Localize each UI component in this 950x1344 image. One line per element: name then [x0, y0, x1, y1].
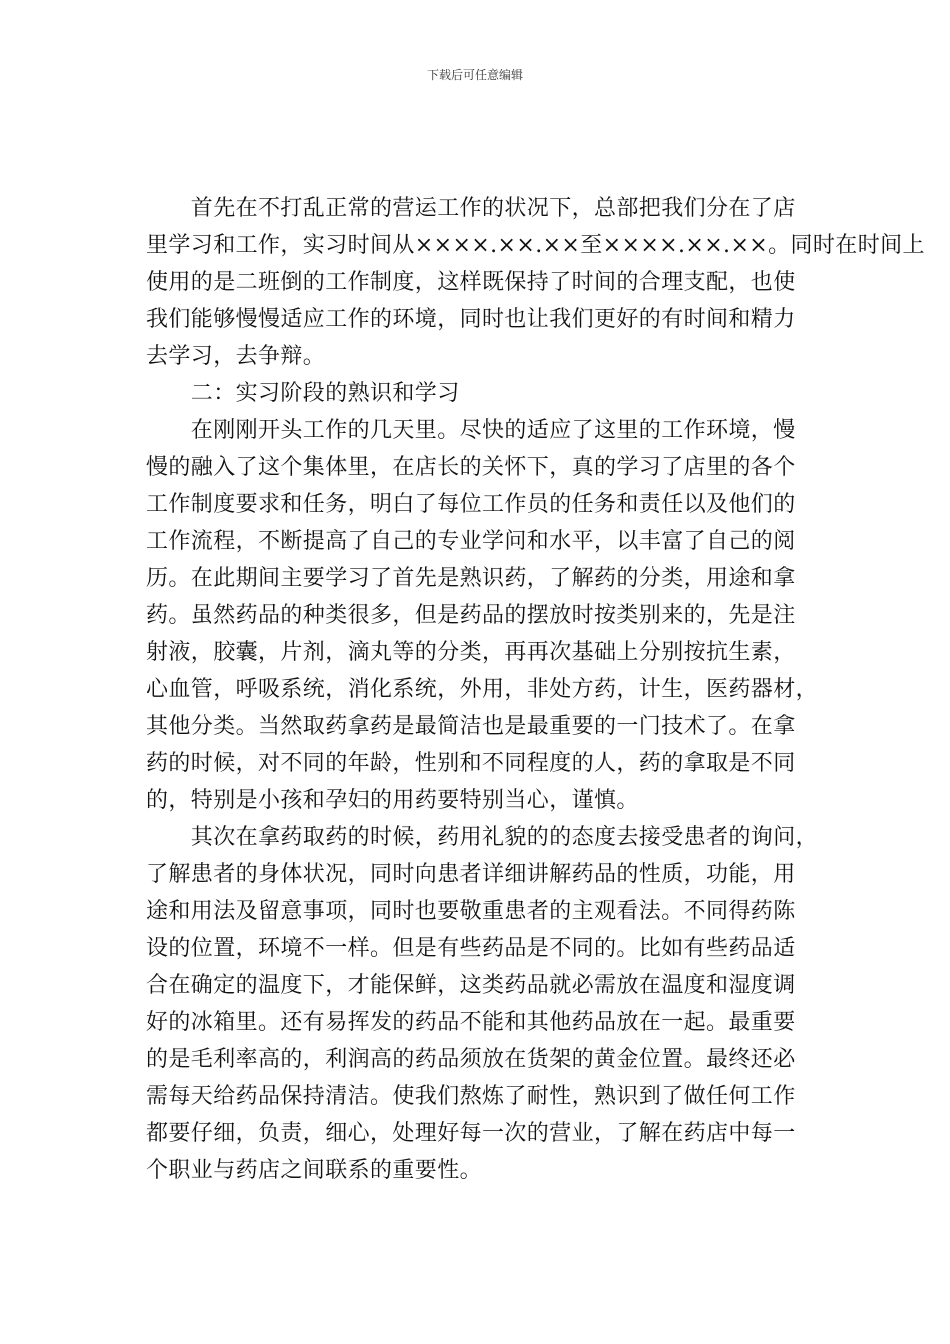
page-header: 下载后可任意编辑	[426, 68, 523, 82]
text-line: 使用的是二班倒的工作制度，这样既保持了时间的合理支配，也使	[146, 270, 796, 295]
text-line: 工作制度要求和任务，明白了每位工作员的任务和责任以及他们的	[146, 492, 796, 517]
text-line: 个职业与药店之间联系的重要性。	[146, 1158, 483, 1183]
text-line: 其他分类。当然取药拿药是最简洁也是最重要的一门技术了。在拿	[146, 714, 796, 739]
text-line: 首先在不打乱正常的营运工作的状况下，总部把我们分在了店	[146, 196, 796, 221]
text-line: 都要仔细，负责，细心，处理好每一次的营业，了解在药店中每一	[146, 1121, 796, 1146]
paragraph-dispensing	[146, 819, 819, 1189]
text-line: 历。在此期间主要学习了首先是熟识药，了解药的分类，用途和拿	[146, 566, 796, 591]
text-line: 里学习和工作，实习时间从××××.××.××至××××.××.××。同时在时间上	[146, 233, 925, 258]
text-line: 工作流程，不断提高了自己的专业学问和水平，以丰富了自己的阅	[146, 529, 796, 554]
text-line: 药的时候，对不同的年龄，性别和不同程度的人，药的拿取是不同	[146, 751, 796, 776]
document-body	[146, 190, 925, 1189]
text-line: 药。虽然药品的种类很多，但是药品的摆放时按类别来的，先是注	[146, 603, 796, 628]
paragraph-intro	[146, 190, 925, 375]
text-line: 设的位置，环境不一样。但是有些药品是不同的。比如有些药品适	[146, 936, 796, 961]
text-line: 二：实习阶段的熟识和学习	[146, 381, 460, 406]
paragraph-learning	[146, 412, 819, 819]
text-line: 好的冰箱里。还有易挥发的药品不能和其他药品放在一起。最重要	[146, 1010, 796, 1035]
text-line: 去学习，去争辩。	[146, 344, 326, 369]
text-line: 需每天给药品保持清洁。使我们熬炼了耐性，熟识到了做任何工作	[146, 1084, 796, 1109]
text-line: 我们能够慢慢适应工作的环境，同时也让我们更好的有时间和精力	[146, 307, 796, 332]
text-line: 的是毛利率高的，利润高的药品须放在货架的黄金位置。最终还必	[146, 1047, 796, 1072]
text-line: 合在确定的温度下，才能保鲜，这类药品就必需放在温度和湿度调	[146, 973, 796, 998]
section-heading	[146, 375, 806, 412]
text-line: 其次在拿药取药的时候，药用礼貌的的态度去接受患者的询问，	[146, 825, 819, 850]
text-line: 慢的融入了这个集体里，在店长的关怀下，真的学习了店里的各个	[146, 455, 796, 480]
text-line: 射液，胶囊，片剂，滴丸等的分类，再再次基础上分别按抗生素，	[146, 640, 796, 665]
text-line: 心血管，呼吸系统，消化系统，外用，非处方药，计生，医药器材，	[146, 677, 819, 702]
text-line: 的，特别是小孩和孕妇的用药要特别当心，谨慎。	[146, 788, 639, 813]
text-line: 了解患者的身体状况，同时向患者详细讲解药品的性质，功能，用	[146, 862, 796, 887]
text-line: 在刚刚开头工作的几天里。尽快的适应了这里的工作环境，慢	[146, 418, 796, 443]
text-line: 途和用法及留意事项，同时也要敬重患者的主观看法。不同得药陈	[146, 899, 796, 924]
